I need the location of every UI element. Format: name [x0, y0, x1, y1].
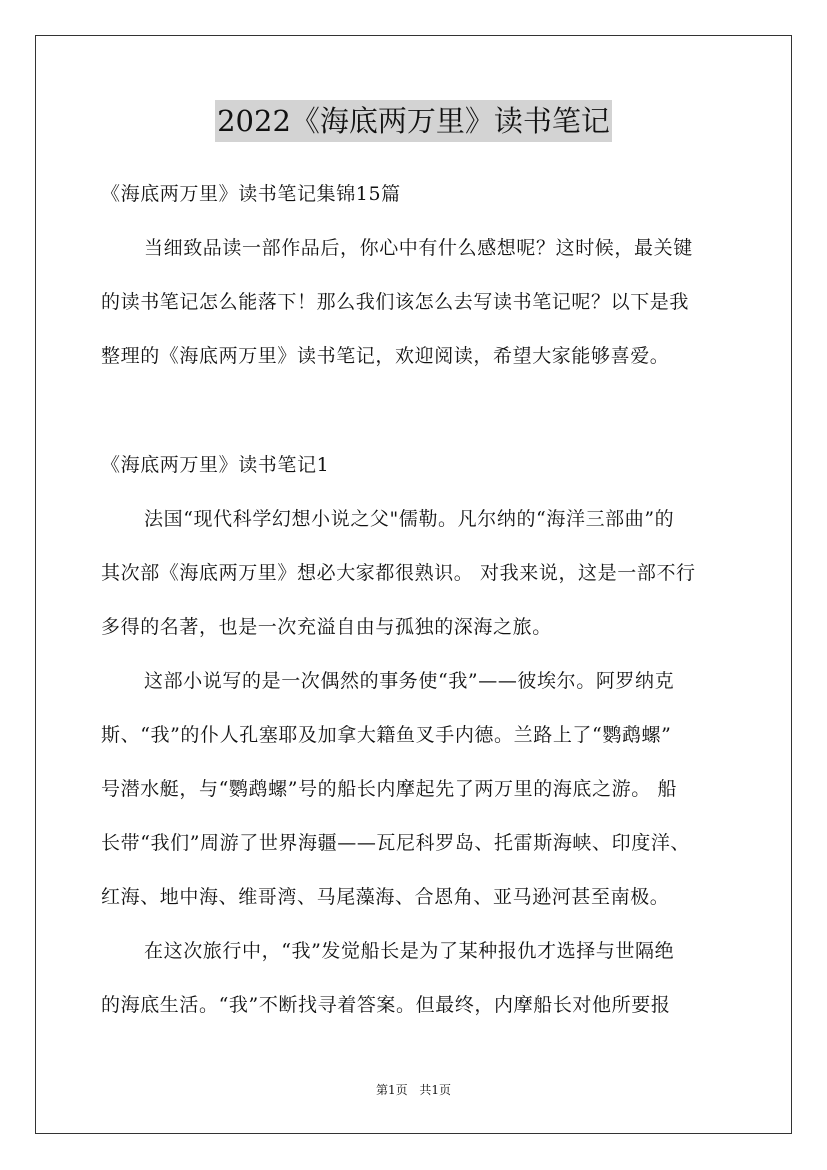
- page-footer: [0, 1082, 827, 1098]
- intro-line-3: 整理的《海底两万里》读书笔记，欢迎阅读，希望大家能够喜爱。: [101, 345, 670, 367]
- page-total: 共1页: [419, 1083, 452, 1097]
- para2-line-1: 这部小说写的是一次偶然的事务使“我”——彼埃尔。阿罗纳克: [144, 670, 675, 692]
- intro-line-2: 的读书笔记怎么能落下！那么我们该怎么去写读书笔记呢？以下是我: [101, 291, 690, 313]
- para1-line-2: 其次部《海底两万里》想必大家都很熟识。 对我来说，这是一部不行: [101, 562, 696, 584]
- para3-line-2: 的海底生活。“我”不断找寻着答案。但最终，内摩船长对他所要报: [101, 994, 671, 1016]
- intro-line-1: 当细致品读一部作品后，你心中有什么感想呢？这时候，最关键: [144, 237, 693, 259]
- document-title: 2022《海底两万里》读书笔记: [215, 100, 612, 142]
- para2-line-4: 长带“我们”周游了世界海疆——瓦尼科罗岛、托雷斯海峡、印度洋、: [101, 832, 691, 854]
- para1-line-1: 法国“现代科学幻想小说之父"儒勒。凡尔纳的“海洋三部曲”的: [144, 508, 675, 530]
- para2-line-3: 号潜水艇，与“鹦鹉螺”号的船长内摩起先了两万里的海底之游。 船: [101, 778, 678, 800]
- para1-line-3: 多得的名著，也是一次充溢自由与孤独的深海之旅。: [101, 616, 552, 638]
- para2-line-5: 红海、地中海、维哥湾、马尾藻海、合恩角、亚马逊河甚至南极。: [101, 886, 670, 908]
- para3-line-1: 在这次旅行中，“我”发觉船长是为了某种报仇才选择与世隔绝: [144, 940, 675, 962]
- title-container: [0, 100, 827, 142]
- page-number: 第1页: [375, 1083, 408, 1097]
- section-heading: 《海底两万里》读书笔记1: [101, 454, 330, 476]
- document-subtitle: 《海底两万里》读书笔记集锦15篇: [101, 183, 401, 205]
- para2-line-2: 斯、“我”的仆人孔塞耶及加拿大籍鱼叉手内德。兰路上了“鹦鹉螺”: [101, 724, 672, 746]
